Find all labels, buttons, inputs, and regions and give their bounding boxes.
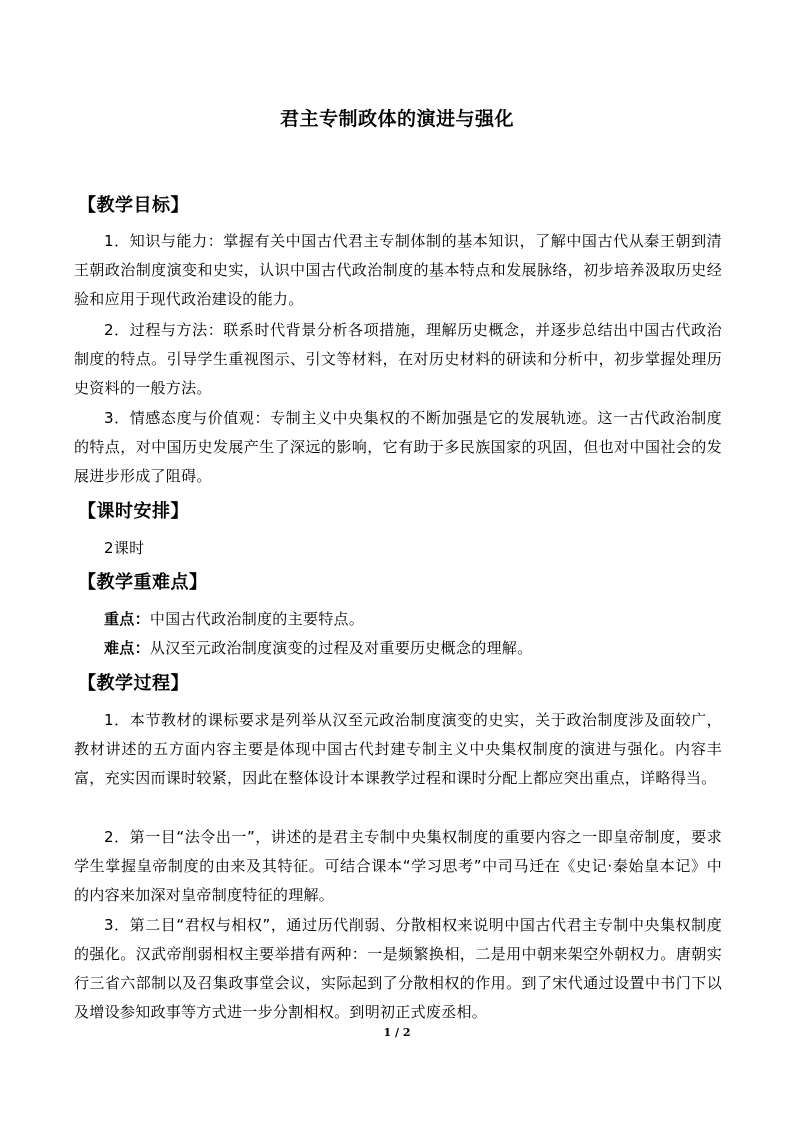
process-item-2: 2．第一目“法令出一”，讲述的是君主专制中央集权制度的重要内容之一即皇帝制度，要求学生掌握皇帝制度的由来及其特征。可结合课本“学习思考”中司马迁在《史记·秦始皇本记》中的内容来加深对皇帝制度特征的理解。 — [74, 828, 722, 904]
heading-schedule: 【课时安排】 — [78, 501, 189, 522]
schedule-text: 2课时 — [104, 539, 145, 557]
difficult-line — [104, 634, 532, 663]
key-label: 重点： — [104, 610, 150, 628]
process-item-1: 1．本节教材的课标要求是列举从汉至元政治制度演变的史实，关于政治制度涉及面较广，教材讲述的五方面内容主要是体现中国古代封建专制主义中央集权制度的演进与强化。内容丰富，充实因而课时较紧，因此在整体设计本课教学过程和课时分配上都应突出重点，详略得当。 — [74, 711, 722, 787]
objective-item-2: 2．过程与方法：联系时代背景分析各项措施，理解历史概念，并逐步总结出中国古代政治制度的特点。引导学生重视图示、引文等材料，在对历史材料的研读和分析中，初步掌握处理历史资料的一般方法。 — [74, 321, 722, 397]
keypoint-line — [104, 605, 364, 634]
objective-item-3: 3．情感态度与价值观：专制主义中央集权的不断加强是它的发展轨迹。这一古代政治制度的特点，对中国历史发展产生了深远的影响，它有助于多民族国家的巩固，但也对中国社会的发展进步形成了阻碍。 — [74, 409, 722, 485]
heading-objectives: 【教学目标】 — [78, 195, 189, 216]
objective-item-1: 1．知识与能力：掌握有关中国古代君主专制体制的基本知识，了解中国古代从秦王朝到清王朝政治制度演变和史实，认识中国古代政治制度的基本特点和发展脉络，初步培养汲取历史经验和应用于现代政治建设的能力。 — [74, 232, 722, 308]
key-text: 中国古代政治制度的主要特点。 — [149, 610, 365, 628]
difficult-label: 难点： — [104, 639, 150, 657]
page-number: 1 / 2 — [383, 1026, 411, 1039]
heading-process: 【教学过程】 — [78, 673, 189, 694]
process-item-3: 3．第二目“君权与相权”，通过历代削弱、分散相权来说明中国古代君主专制中央集权制度的强化。汉武帝削弱相权主要举措有两种：一是频繁换相，二是用中朝来架空外朝权力。唐朝实行三省六部制以及召集政事堂会议，实际起到了分散相权的作用。到了宋代通过设置中书门下以及增设参知政事等方式进一步分割相权。到明初正式废丞相。 — [74, 916, 722, 1021]
difficult-text: 从汉至元政治制度演变的过程及对重要历史概念的理解。 — [149, 639, 533, 657]
heading-keypoints: 【教学重难点】 — [78, 572, 208, 593]
document-title: 君主专制政体的演进与强化 — [279, 108, 514, 130]
